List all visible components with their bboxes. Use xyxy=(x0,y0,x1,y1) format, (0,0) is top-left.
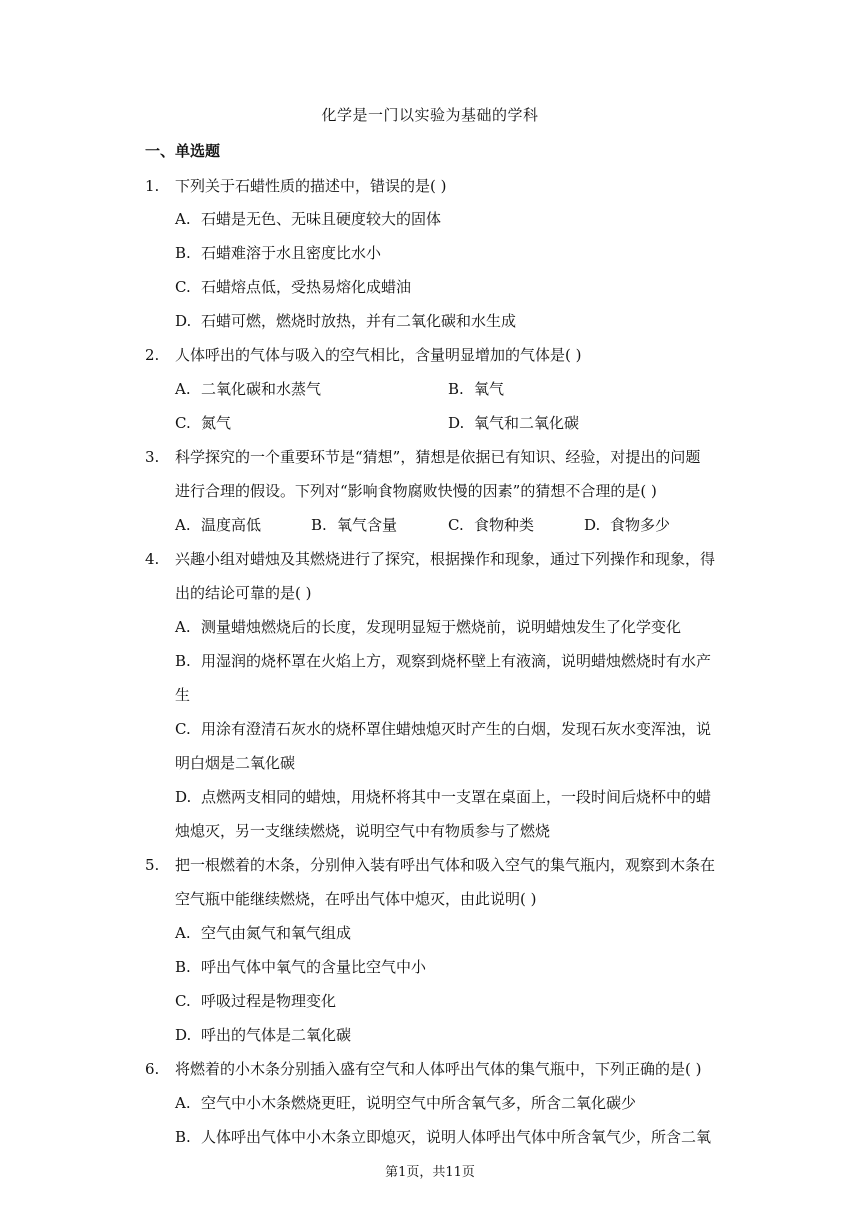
section-heading: 一、单选题 xyxy=(145,142,221,160)
question-number: 2. xyxy=(145,346,160,364)
option-letter: D. xyxy=(175,788,192,806)
option-a xyxy=(175,1093,636,1113)
question-number: 4. xyxy=(145,550,160,568)
option-d-cont: 烛熄灭，另一支继续燃烧，说明空气中有物质参与了燃烧 xyxy=(175,822,551,840)
option-text: 氮气 xyxy=(201,414,232,432)
option-d xyxy=(584,515,670,535)
option-d xyxy=(175,311,516,331)
option-letter: D. xyxy=(175,312,192,330)
option-text: 用涂有澄清石灰水的烧杯罩住蜡烛熄灭时产生的白烟，发现石灰水变浑浊，说 xyxy=(201,720,712,738)
option-letter: B. xyxy=(311,516,327,534)
option-letter: C. xyxy=(175,278,191,296)
option-b xyxy=(175,243,381,263)
option-b xyxy=(175,1127,711,1147)
question-text: 下列关于石蜡性质的描述中，错误的是( ) xyxy=(175,177,447,195)
option-a xyxy=(175,515,261,535)
option-a xyxy=(175,923,351,943)
option-b xyxy=(175,651,711,671)
question-text-cont: 进行合理的假设。下列对“影响食物腐败快慢的因素”的猜想不合理的是( ) xyxy=(175,482,657,500)
question-number: 6. xyxy=(145,1060,160,1078)
option-b xyxy=(311,515,397,535)
option-b xyxy=(175,957,426,977)
option-text: 人体呼出气体中小木条立即熄灭，说明人体呼出气体中所含氧气少，所含二氧 xyxy=(201,1128,712,1146)
option-c xyxy=(175,719,711,739)
question-number: 3. xyxy=(145,448,160,466)
option-text: 氧气 xyxy=(474,380,505,398)
option-letter: C. xyxy=(175,992,191,1010)
document-title: 化学是一门以实验为基础的学科 xyxy=(321,106,539,124)
option-c xyxy=(175,277,411,297)
page-footer: 第1页，共11页 xyxy=(385,1165,475,1180)
option-letter: A. xyxy=(175,210,191,228)
option-text: 食物种类 xyxy=(474,516,535,534)
option-c xyxy=(448,515,534,535)
option-text: 石蜡难溶于水且密度比水小 xyxy=(201,244,382,262)
question-text-cont: 空气瓶中能继续燃烧，在呼出气体中熄灭，由此说明( ) xyxy=(175,890,537,908)
option-a xyxy=(175,379,321,399)
option-d xyxy=(448,413,579,433)
option-b-cont: 生 xyxy=(175,686,191,704)
option-text: 测量蜡烛燃烧后的长度，发现明显短于燃烧前，说明蜡烛发生了化学变化 xyxy=(201,618,682,636)
option-a xyxy=(175,617,681,637)
option-letter: A. xyxy=(175,516,191,534)
question-text: 将燃着的小木条分别插入盛有空气和人体呼出气体的集气瓶中，下列正确的是( ) xyxy=(175,1060,702,1078)
option-letter: B. xyxy=(175,244,191,262)
option-letter: D. xyxy=(175,1026,192,1044)
option-text: 呼出的气体是二氧化碳 xyxy=(201,1026,352,1044)
option-text: 二氧化碳和水蒸气 xyxy=(201,380,322,398)
option-text: 食物多少 xyxy=(610,516,671,534)
question-number: 5. xyxy=(145,856,160,874)
question-number: 1. xyxy=(145,177,160,195)
option-text: 石蜡可燃，燃烧时放热，并有二氧化碳和水生成 xyxy=(201,312,517,330)
option-text: 石蜡是无色、无味且硬度较大的固体 xyxy=(201,210,442,228)
option-letter: B. xyxy=(175,1128,191,1146)
option-c-cont: 明白烟是二氧化碳 xyxy=(175,754,296,772)
option-letter: B. xyxy=(175,958,191,976)
option-c xyxy=(175,991,336,1011)
question-text: 科学探究的一个重要环节是“猜想”，猜想是依据已有知识、经验，对提出的问题 xyxy=(175,448,701,466)
option-text: 空气由氮气和氧气组成 xyxy=(201,924,352,942)
question-text-cont: 出的结论可靠的是( ) xyxy=(175,584,312,602)
question-text: 人体呼出的气体与吸入的空气相比，含量明显增加的气体是( ) xyxy=(175,346,582,364)
question-text: 把一根燃着的木条，分别伸入装有呼出气体和吸入空气的集气瓶内，观察到木条在 xyxy=(175,856,716,874)
option-letter: D. xyxy=(584,516,601,534)
option-a xyxy=(175,209,441,229)
option-letter: C. xyxy=(175,414,191,432)
option-letter: C. xyxy=(448,516,464,534)
option-letter: A. xyxy=(175,1094,191,1112)
option-d xyxy=(175,1025,351,1045)
option-letter: B. xyxy=(175,652,191,670)
option-b xyxy=(448,379,504,399)
option-text: 氧气含量 xyxy=(337,516,398,534)
option-letter: D. xyxy=(448,414,465,432)
option-letter: A. xyxy=(175,924,191,942)
option-c xyxy=(175,413,231,433)
option-text: 石蜡熔点低，受热易熔化成蜡油 xyxy=(201,278,412,296)
option-text: 用湿润的烧杯罩在火焰上方，观察到烧杯壁上有液滴，说明蜡烛燃烧时有水产 xyxy=(201,652,712,670)
option-text: 点燃两支相同的蜡烛，用烧杯将其中一支罩在桌面上，一段时间后烧杯中的蜡 xyxy=(201,788,712,806)
option-letter: C. xyxy=(175,720,191,738)
option-letter: A. xyxy=(175,380,191,398)
option-text: 呼出气体中氧气的含量比空气中小 xyxy=(201,958,427,976)
option-text: 温度高低 xyxy=(201,516,262,534)
option-d xyxy=(175,787,711,807)
option-text: 氧气和二氧化碳 xyxy=(474,414,580,432)
option-letter: A. xyxy=(175,618,191,636)
option-text: 呼吸过程是物理变化 xyxy=(201,992,337,1010)
option-letter: B. xyxy=(448,380,464,398)
option-text: 空气中小木条燃烧更旺，说明空气中所含氧气多，所含二氧化碳少 xyxy=(201,1094,637,1112)
question-text: 兴趣小组对蜡烛及其燃烧进行了探究，根据操作和现象，通过下列操作和现象，得 xyxy=(175,550,716,568)
